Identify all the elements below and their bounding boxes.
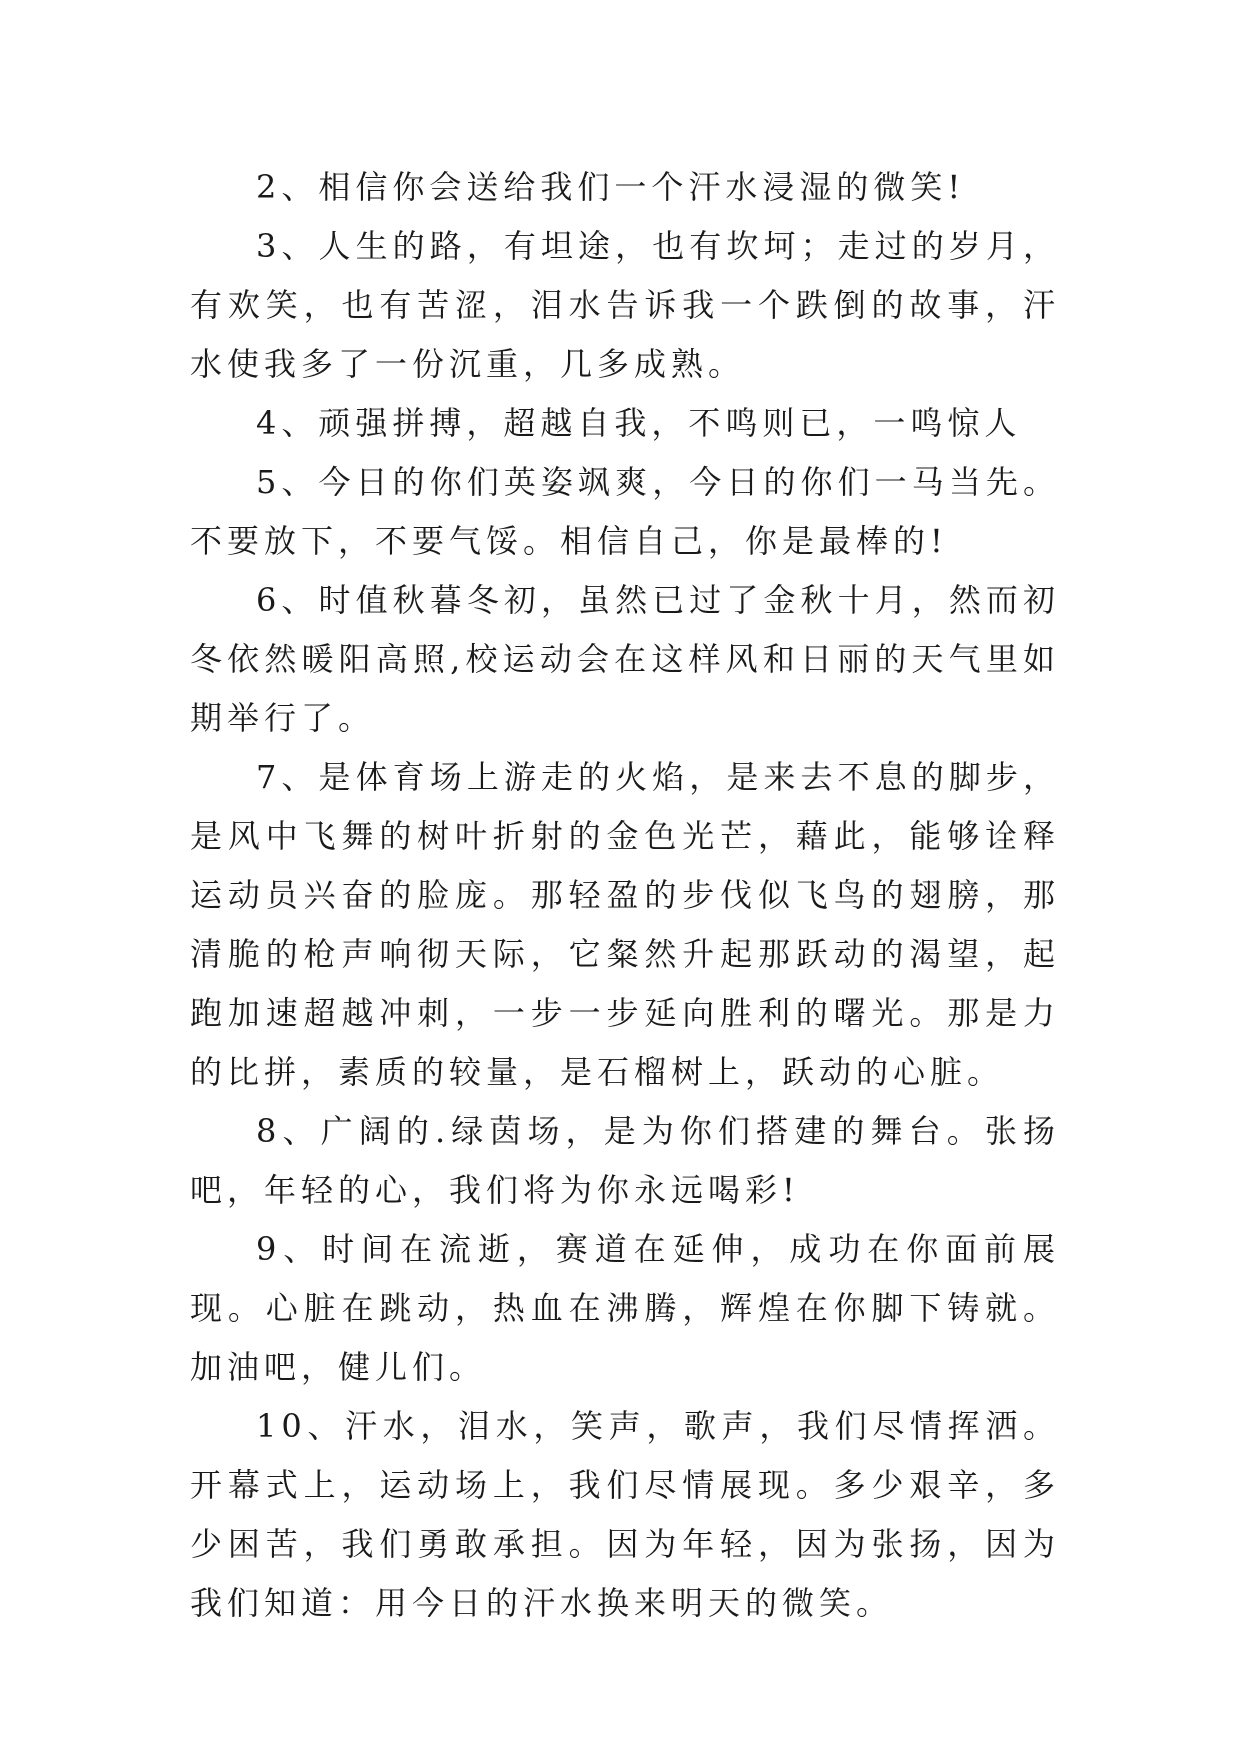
paragraph-4: 4、顽强拼搏，超越自我，不鸣则已，一鸣惊人	[256, 404, 1022, 442]
document-body	[190, 158, 1060, 1633]
paragraph-10: 10、汗水，泪水，笑声，歌声，我们尽情挥洒。开幕式上，运动场上，我们尽情展现。多少艰辛，多少困苦，我们勇敢承担。因为年轻，因为张扬，因为我们知道：用今日的汗水换来明天的微笑。	[190, 1407, 1060, 1622]
paragraph-9: 9、时间在流逝，赛道在延伸，成功在你面前展现。心脏在跳动，热血在沸腾，辉煌在你脚下铸就。加油吧，健儿们。	[190, 1230, 1060, 1386]
paragraph-8: 8、广阔的.绿茵场，是为你们搭建的舞台。张扬吧，年轻的心，我们将为你永远喝彩!	[190, 1112, 1060, 1209]
paragraph-7: 7、是体育场上游走的火焰，是来去不息的脚步，是风中飞舞的树叶折射的金色光芒，藉此，能够诠释运动员兴奋的脸庞。那轻盈的步伐似飞鸟的翅膀，那清脆的枪声响彻天际，它粲然升起那跃动的渴望，起跑加速超越冲刺，一步一步延向胜利的曙光。那是力的比拼，素质的较量，是石榴树上，跃动的心脏。	[190, 758, 1060, 1091]
paragraph-6: 6、时值秋暮冬初，虽然已过了金秋十月，然而初冬依然暖阳高照,校运动会在这样风和日丽的天气里如期举行了。	[190, 581, 1060, 737]
paragraph-5: 5、今日的你们英姿飒爽，今日的你们一马当先。不要放下，不要气馁。相信自己，你是最棒的!	[190, 463, 1060, 560]
paragraph-2: 2、相信你会送给我们一个汗水浸湿的微笑!	[256, 168, 966, 206]
paragraph-3: 3、人生的路，有坦途，也有坎坷；走过的岁月，有欢笑，也有苦涩，泪水告诉我一个跌倒的故事，汗水使我多了一份沉重，几多成熟。	[190, 227, 1060, 383]
